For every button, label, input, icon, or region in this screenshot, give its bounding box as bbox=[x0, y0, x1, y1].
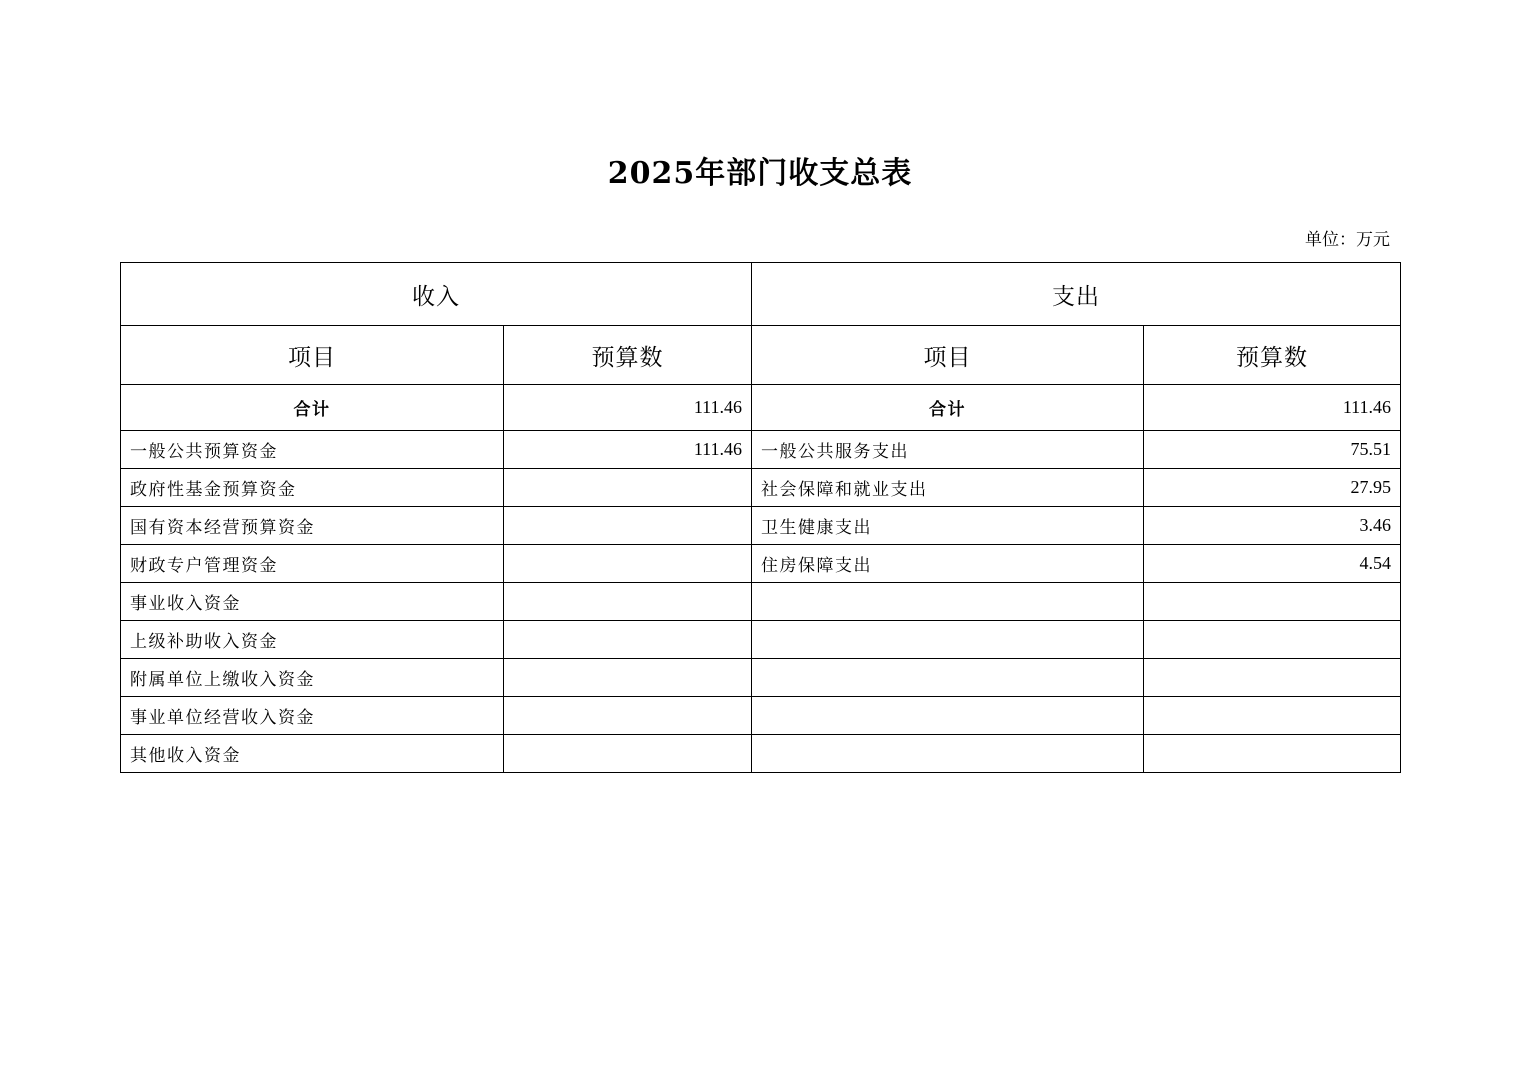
expense-value: 27.95 bbox=[1144, 469, 1401, 507]
table-row bbox=[121, 431, 1401, 469]
expense-value: 3.46 bbox=[1144, 507, 1401, 545]
expense-budget-column-header: 预算数 bbox=[1144, 326, 1401, 385]
column-header-row bbox=[121, 326, 1401, 385]
income-header: 收入 bbox=[121, 263, 752, 326]
expense-value bbox=[1144, 583, 1401, 621]
expense-item bbox=[752, 735, 1144, 773]
income-item: 一般公共预算资金 bbox=[121, 431, 504, 469]
expense-value: 75.51 bbox=[1144, 431, 1401, 469]
expense-total-label: 合计 bbox=[752, 385, 1144, 431]
income-item: 其他收入资金 bbox=[121, 735, 504, 773]
expense-item: 社会保障和就业支出 bbox=[752, 469, 1144, 507]
income-value bbox=[504, 469, 752, 507]
income-item-column-header: 项目 bbox=[121, 326, 504, 385]
table-row bbox=[121, 545, 1401, 583]
income-item: 上级补助收入资金 bbox=[121, 621, 504, 659]
expense-value bbox=[1144, 659, 1401, 697]
income-item: 事业单位经营收入资金 bbox=[121, 697, 504, 735]
income-value bbox=[504, 697, 752, 735]
expense-value: 4.54 bbox=[1144, 545, 1401, 583]
expense-item: 卫生健康支出 bbox=[752, 507, 1144, 545]
income-item: 附属单位上缴收入资金 bbox=[121, 659, 504, 697]
expense-item-column-header: 项目 bbox=[752, 326, 1144, 385]
income-value bbox=[504, 583, 752, 621]
income-budget-column-header: 预算数 bbox=[504, 326, 752, 385]
table-row bbox=[121, 507, 1401, 545]
income-item: 政府性基金预算资金 bbox=[121, 469, 504, 507]
income-total-label: 合计 bbox=[121, 385, 504, 431]
expense-item: 住房保障支出 bbox=[752, 545, 1144, 583]
expense-total-value: 111.46 bbox=[1144, 385, 1401, 431]
expense-value bbox=[1144, 621, 1401, 659]
total-row bbox=[121, 385, 1401, 431]
income-value bbox=[504, 735, 752, 773]
table-row bbox=[121, 697, 1401, 735]
table-row bbox=[121, 735, 1401, 773]
income-item: 国有资本经营预算资金 bbox=[121, 507, 504, 545]
table-row bbox=[121, 621, 1401, 659]
budget-table bbox=[120, 262, 1401, 773]
income-item: 事业收入资金 bbox=[121, 583, 504, 621]
expense-header: 支出 bbox=[752, 263, 1401, 326]
income-value bbox=[504, 621, 752, 659]
income-value bbox=[504, 659, 752, 697]
expense-item bbox=[752, 697, 1144, 735]
income-total-value: 111.46 bbox=[504, 385, 752, 431]
table-row bbox=[121, 469, 1401, 507]
income-value bbox=[504, 507, 752, 545]
expense-value bbox=[1144, 697, 1401, 735]
expense-item: 一般公共服务支出 bbox=[752, 431, 1144, 469]
income-item: 财政专户管理资金 bbox=[121, 545, 504, 583]
income-value: 111.46 bbox=[504, 431, 752, 469]
table-row bbox=[121, 583, 1401, 621]
income-value bbox=[504, 545, 752, 583]
expense-value bbox=[1144, 735, 1401, 773]
expense-item bbox=[752, 621, 1144, 659]
page-title: 2025年部门收支总表 bbox=[607, 156, 913, 191]
expense-item bbox=[752, 659, 1144, 697]
table-row bbox=[121, 659, 1401, 697]
unit-label: 单位：万元 bbox=[1305, 230, 1390, 250]
expense-item bbox=[752, 583, 1144, 621]
group-header-row bbox=[121, 263, 1401, 326]
